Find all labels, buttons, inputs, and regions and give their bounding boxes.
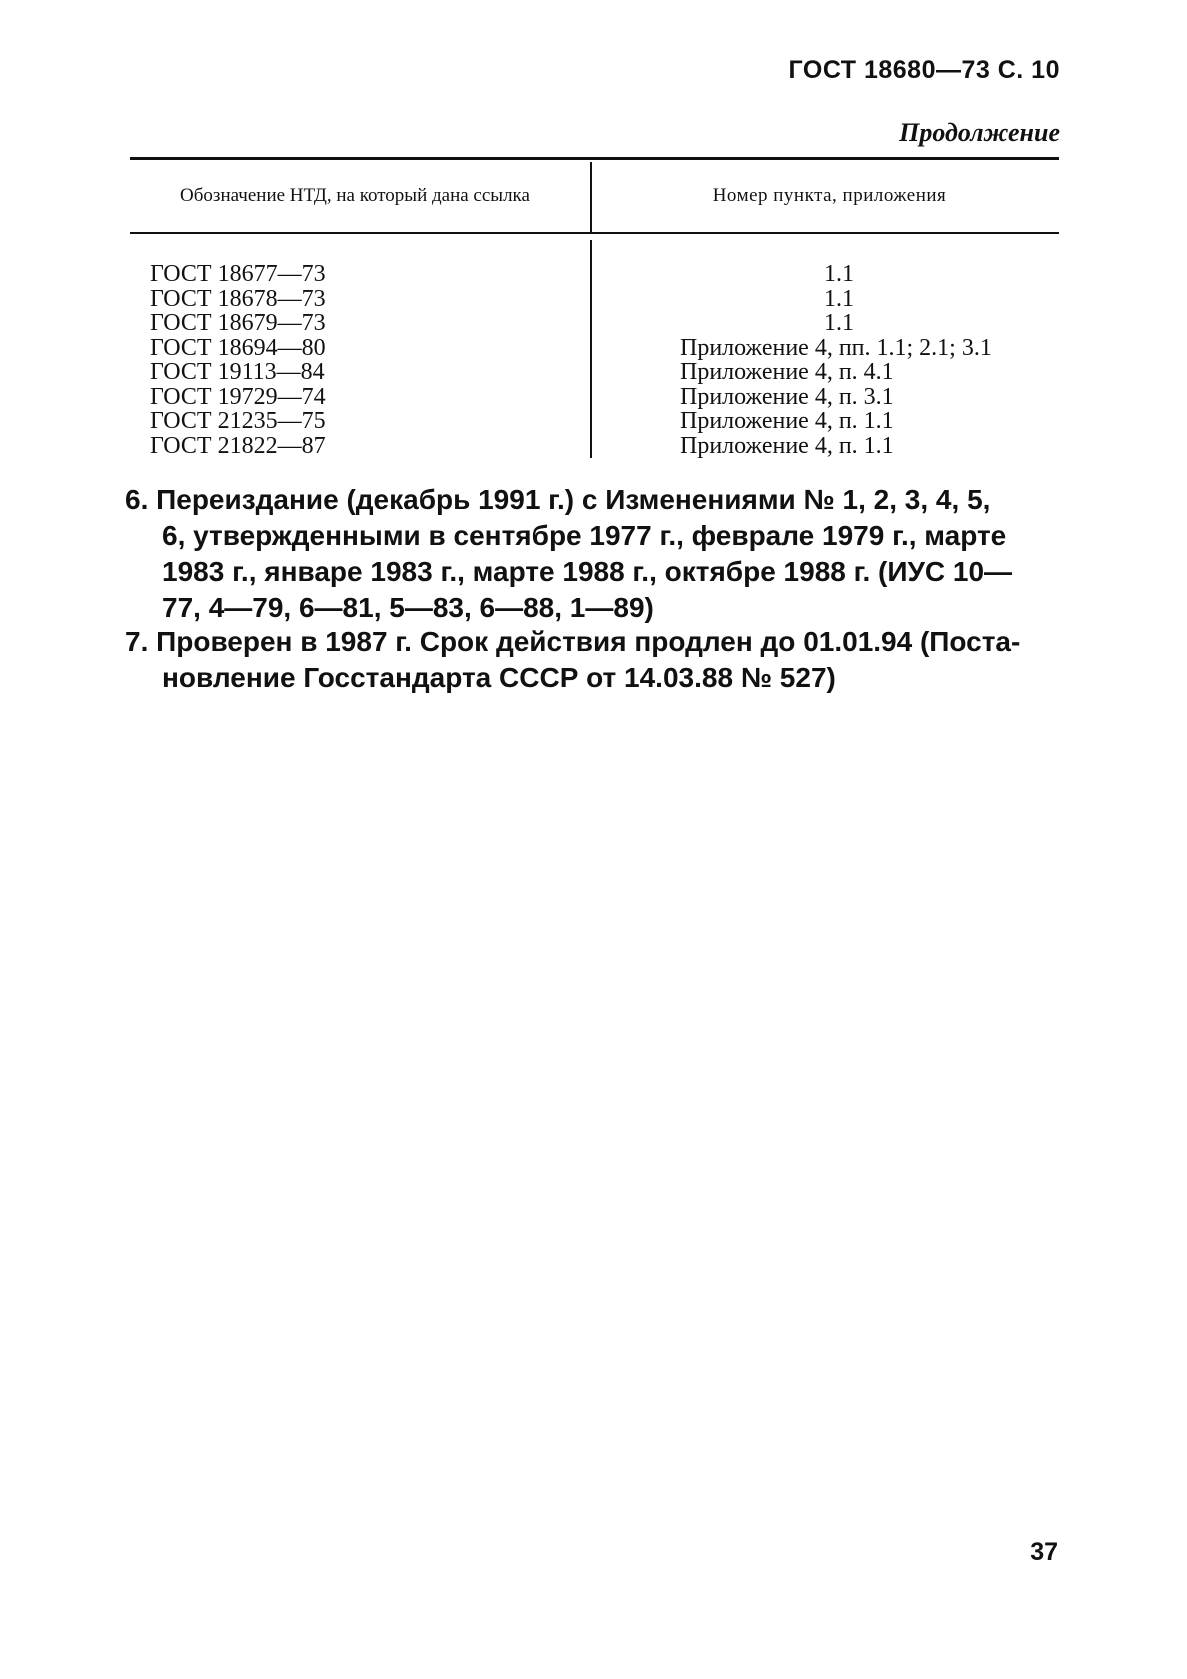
note-republication	[125, 482, 1060, 626]
table-cell-reference: ГОСТ 21235—75	[150, 408, 326, 434]
table-cell-reference: ГОСТ 18679—73	[150, 310, 326, 336]
table-cell-item: 1.1	[824, 261, 854, 287]
note-line: новление Госстандарта СССР от 14.03.88 № 527)	[162, 662, 836, 693]
note-validity-check	[125, 624, 1060, 696]
table-top-rule	[130, 157, 1059, 160]
note-line: 6. Переиздание (декабрь 1991 г.) с Изменениями № 1, 2, 3, 4, 5,	[125, 484, 991, 515]
note-line: 77, 4—79, 6—81, 5—83, 6—88, 1—89)	[162, 592, 654, 623]
table-cell-reference: ГОСТ 18678—73	[150, 285, 326, 312]
table-cell-reference: ГОСТ 19729—74	[150, 383, 326, 410]
table-cell-reference: ГОСТ 18677—73	[150, 261, 326, 287]
table-cell-item: Приложение 4, п. 4.1	[680, 359, 894, 385]
note-line: 7. Проверен в 1987 г. Срок действия продлен до 01.01.94 (Поста-	[125, 626, 1021, 657]
table-cell-item: Приложение 4, пп. 1.1; 2.1; 3.1	[680, 334, 992, 361]
column-header-reference: Обозначение НТД, на который дана ссылка	[180, 185, 530, 206]
column-header-item: Номер пункта, приложения	[712, 185, 947, 206]
table-cell-reference: ГОСТ 21822—87	[150, 432, 326, 459]
table-header-divider	[590, 162, 592, 232]
continuation-label: Продолжение	[899, 118, 1060, 147]
note-line: 6, утвержденными в сентябре 1977 г., феврале 1979 г., марте	[162, 520, 1007, 551]
table-cell-reference: ГОСТ 18694—80	[150, 334, 326, 361]
table-cell-item: 1.1	[824, 310, 854, 336]
table-cell-item: Приложение 4, п. 1.1	[680, 408, 894, 434]
item-column	[600, 262, 1120, 458]
table-cell-item: Приложение 4, п. 3.1	[680, 383, 894, 410]
note-line: 1983 г., январе 1983 г., марте 1988 г., октябре 1988 г. (ИУС 10—	[162, 556, 1013, 587]
table-body-divider	[590, 240, 592, 458]
table-header-rule	[130, 232, 1059, 234]
table-cell-item: Приложение 4, п. 1.1	[680, 432, 894, 459]
table-cell-item: 1.1	[824, 285, 854, 312]
page-number: 37	[1030, 1538, 1058, 1566]
document-header: ГОСТ 18680—73 С. 10	[788, 56, 1060, 84]
reference-column	[150, 262, 570, 458]
table-cell-reference: ГОСТ 19113—84	[150, 359, 325, 385]
